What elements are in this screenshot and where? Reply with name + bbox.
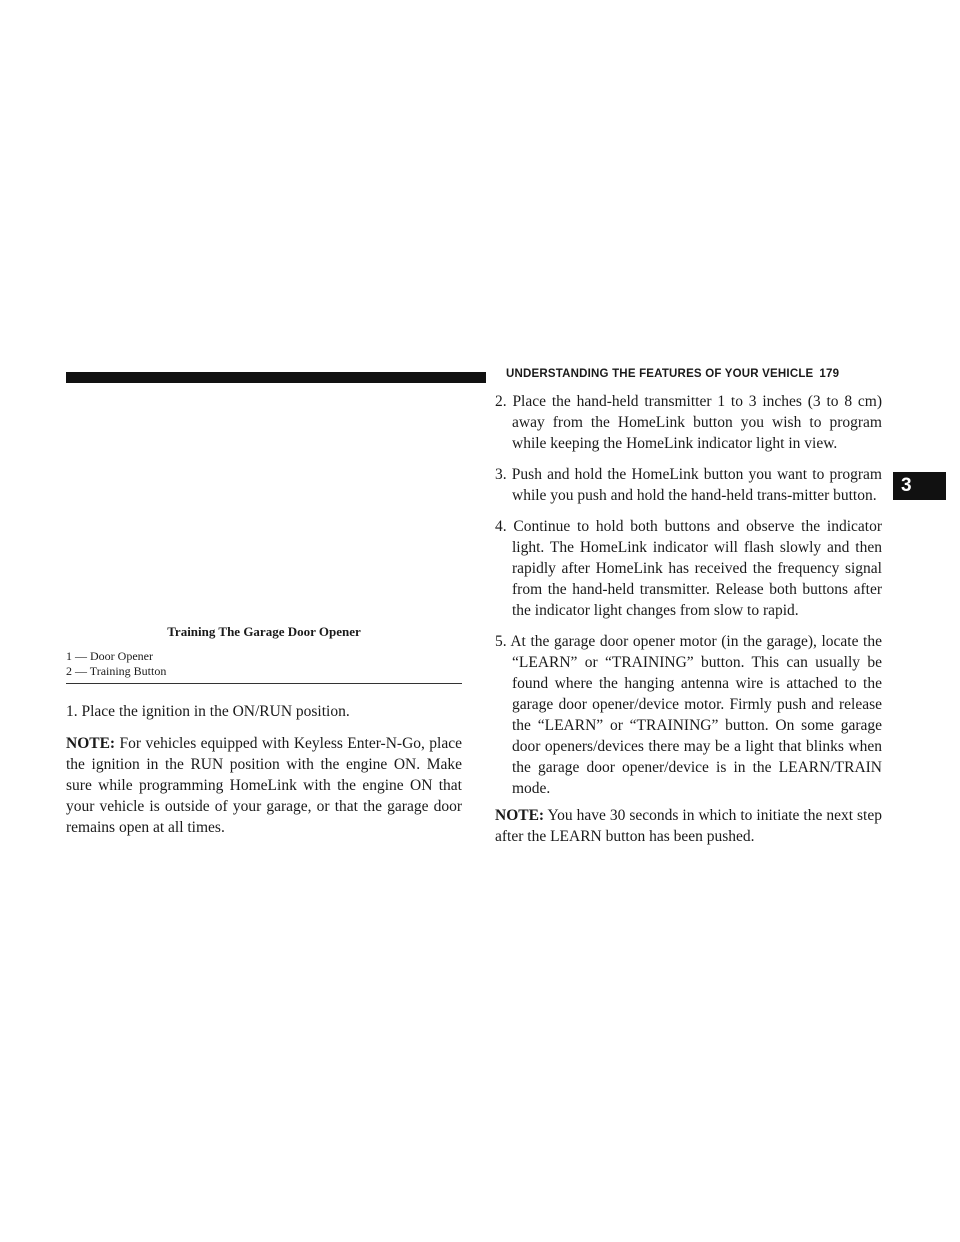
section-title: UNDERSTANDING THE FEATURES OF YOUR VEHICLE	[506, 368, 814, 380]
right-column-steps	[495, 391, 882, 799]
note-text: For vehicles equipped with Keyless Enter-N-Go, place the ignition in the RUN position with the engine ON. Make sure while programming HomeLink with the engine ON that your vehicle is outside of your garage, or that the garage door remains open at all times.	[66, 735, 462, 836]
step-2: 2. Place the hand-held transmitter 1 to 3 inches (3 to 8 cm) away from the HomeLink button you wish to program while keeping the HomeLink indicator light in view.	[495, 393, 882, 452]
legend-item-training-button: 2 — Training Button	[66, 664, 167, 678]
note-text: You have 30 seconds in which to initiate the next step after the LEARN button has been pushed.	[495, 807, 882, 845]
step-5: 5. At the garage door opener motor (in the garage), locate the “LEARN” or “TRAINING” button. This can usually be found where the hanging antenna wire is attached to the garage door opener/device motor. Firmly push and release the “LEARN” or “TRAINING” button. On some garage door openers/devices there may be a light that blinks when the garage door opener/device is in the LEARN/TRAIN mode.	[495, 633, 882, 797]
note-label: NOTE:	[495, 807, 545, 824]
step-3: 3. Push and hold the HomeLink button you want to program while you push and hold the hand-held trans-mitter button.	[495, 466, 882, 504]
chapter-tab: 3	[893, 472, 946, 500]
page-number: 179	[819, 368, 840, 380]
legend-item-door-opener: 1 — Door Opener	[66, 649, 153, 663]
figure-legend	[66, 649, 462, 679]
note-learn-timeout	[495, 805, 882, 847]
figure-caption: Training The Garage Door Opener	[167, 624, 361, 639]
step-1: 1. Place the ignition in the ON/RUN position.	[66, 703, 350, 720]
note-label: NOTE:	[66, 735, 116, 752]
note-keyless	[66, 733, 462, 838]
running-header	[506, 368, 886, 380]
legend-divider	[66, 683, 462, 684]
header-rule-bar	[66, 372, 486, 383]
step-4: 4. Continue to hold both buttons and observe the indicator light. The HomeLink indicator will flash slowly and then rapidly after HomeLink has received the frequency signal from the hand-held transmitter. Release both buttons after the indicator light changes from slow to rapid.	[495, 518, 882, 619]
